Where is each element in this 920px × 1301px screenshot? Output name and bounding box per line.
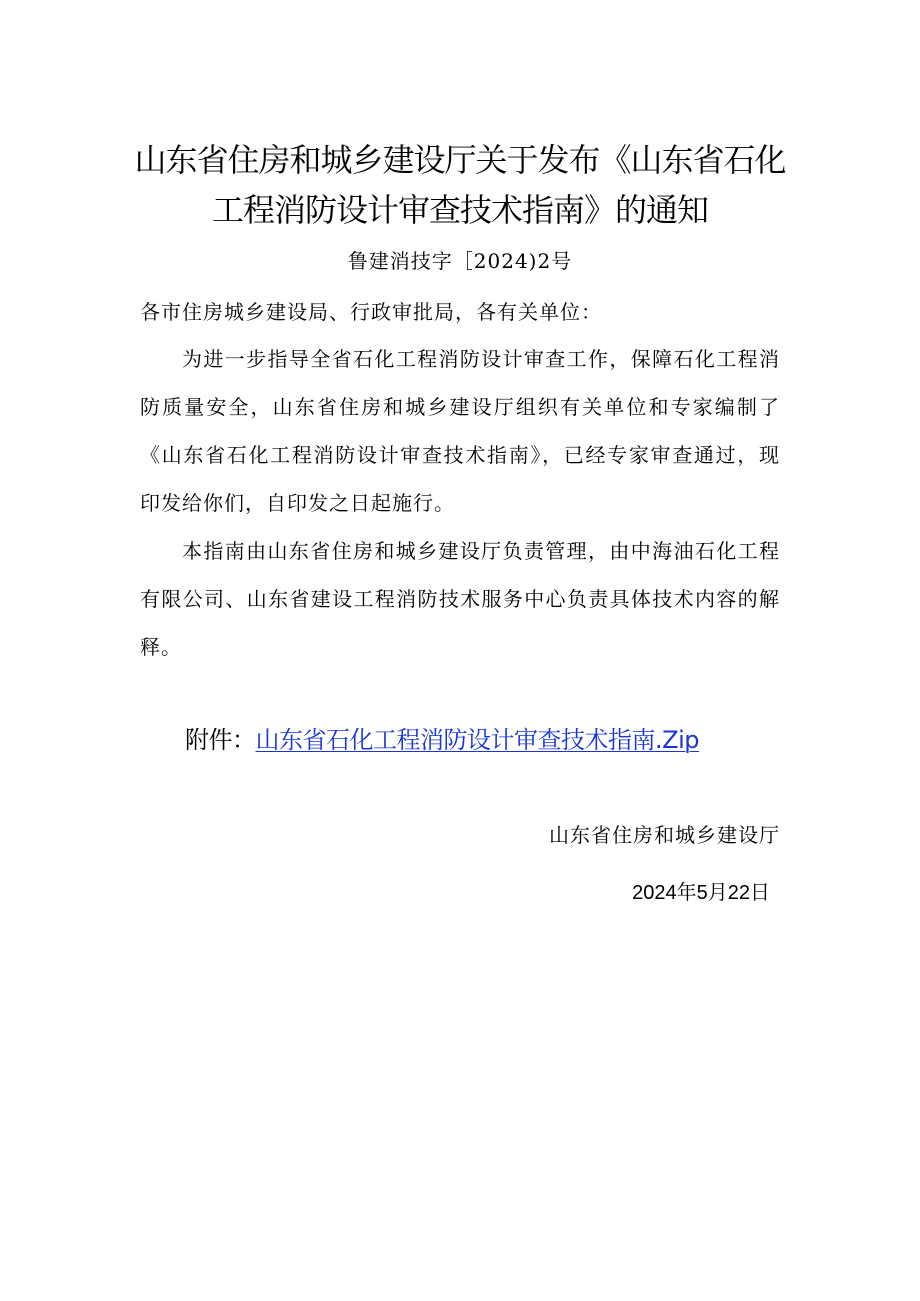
document-title-line-2: 工程消防设计审查技术指南》的通知 — [211, 191, 708, 229]
issue-date: 2024年5月22日 — [632, 882, 770, 904]
document-title-line-1: 山东省住房和城乡建设厅关于发布《山东省石化 — [134, 141, 786, 179]
body-paragraph-2: 本指南由山东省住房和城乡建设厅负责管理，由中海油石化工程有限公司、山东省建设工程消防技术服务中心负责具体技术内容的解释。 — [140, 539, 780, 659]
document-number: 鲁建消技字［2024)2号 — [347, 249, 573, 273]
body-paragraph-1: 为进一步指导全省石化工程消防设计审查工作，保障石化工程消防质量安全，山东省住房和城乡建设厅组织有关单位和专家编制了《山东省石化工程消防设计审查技术指南》，已经专家审查通过，现印发给你们，自印发之日起施行。 — [140, 347, 780, 515]
attachment-label: 附件： — [185, 726, 256, 754]
attachment-line — [185, 720, 699, 760]
attachment-download-link[interactable]: 山东省石化工程消防设计审查技术指南.Zip — [255, 726, 699, 754]
salutation: 各市住房城乡建设局、行政审批局，各有关单位： — [140, 300, 602, 324]
issuer-signature: 山东省住房和城乡建设厅 — [549, 823, 780, 847]
